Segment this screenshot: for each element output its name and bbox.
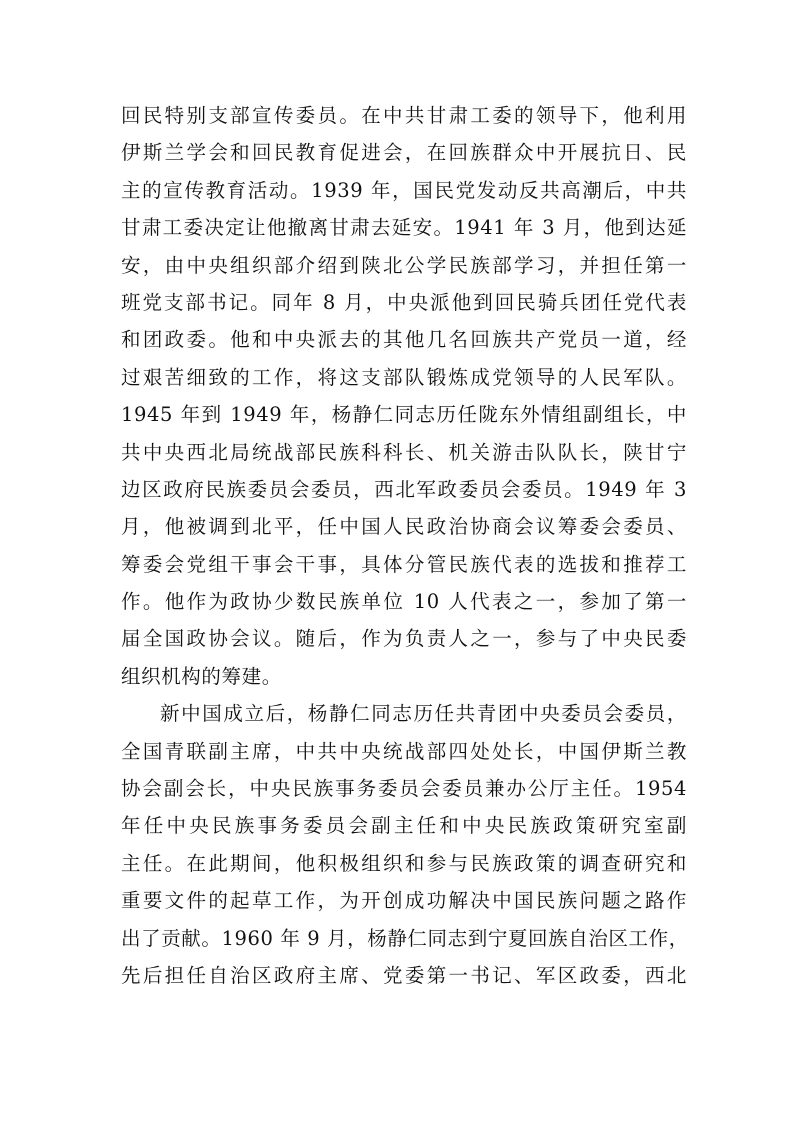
- text-line: 重要文件的起草工作，为开创成功解决中国民族问题之路作: [121, 889, 687, 913]
- text-line: 月，他被调到北平，任中国人民政治协商会议筹委会委员、: [121, 515, 687, 539]
- paragraph-1: [121, 97, 687, 695]
- text-line: 伊斯兰学会和回民教育促进会，在回族群众中开展抗日、民: [121, 141, 687, 165]
- text-line: 年任中央民族事务委员会副主任和中央民族政策研究室副: [121, 814, 687, 838]
- text-line: 边区政府民族委员会委员，西北军政委员会委员。1949 年 3: [121, 477, 687, 501]
- text-line: 安，由中央组织部介绍到陕北公学民族部学习，并担任第一: [121, 253, 687, 277]
- text-line: 新中国成立后，杨静仁同志历任共青团中央委员会委员，: [160, 702, 687, 726]
- text-line: 全国青联副主席，中共中央统战部四处处长，中国伊斯兰教: [121, 739, 687, 763]
- text-line: 主任。在此期间，他积极组织和参与民族政策的调查研究和: [121, 851, 687, 875]
- text-line: 出了贡献。1960 年 9 月，杨静仁同志到宁夏回族自治区工作，: [121, 926, 689, 950]
- text-line: 协会副会长，中央民族事务委员会委员兼办公厅主任。1954: [121, 777, 687, 801]
- document-body: [121, 97, 687, 994]
- text-line: 共中央西北局统战部民族科科长、机关游击队队长，陕甘宁: [121, 440, 687, 464]
- text-line: 主的宣传教育活动。1939 年，国民党发动反共高潮后，中共: [121, 178, 687, 202]
- text-line: 过艰苦细致的工作，将这支部队锻炼成党领导的人民军队。: [121, 365, 687, 389]
- text-line: 甘肃工委决定让他撤离甘肃去延安。1941 年 3 月，他到达延: [121, 216, 687, 240]
- text-line: 回民特别支部宣传委员。在中共甘肃工委的领导下，他利用: [121, 104, 687, 127]
- text-line: 先后担任自治区政府主席、党委第一书记、军区政委，西北: [121, 963, 687, 987]
- text-line: 1945 年到 1949 年，杨静仁同志历任陇东外情组副组长，中: [121, 403, 687, 427]
- text-line: 作。他作为政协少数民族单位 10 人代表之一，参加了第一: [121, 590, 687, 614]
- text-line: 筹委会党组干事会干事，具体分管民族代表的选拔和推荐工: [121, 552, 687, 576]
- paragraph-2: [121, 695, 687, 994]
- text-line: 班党支部书记。同年 8 月，中央派他到回民骑兵团任党代表: [121, 290, 687, 314]
- text-line: 届全国政协会议。随后，作为负责人之一，参与了中央民委: [121, 627, 687, 651]
- text-line: 和团政委。他和中央派去的其他几名回族共产党员一道，经: [121, 328, 687, 352]
- text-line: 组织机构的筹建。: [121, 664, 282, 688]
